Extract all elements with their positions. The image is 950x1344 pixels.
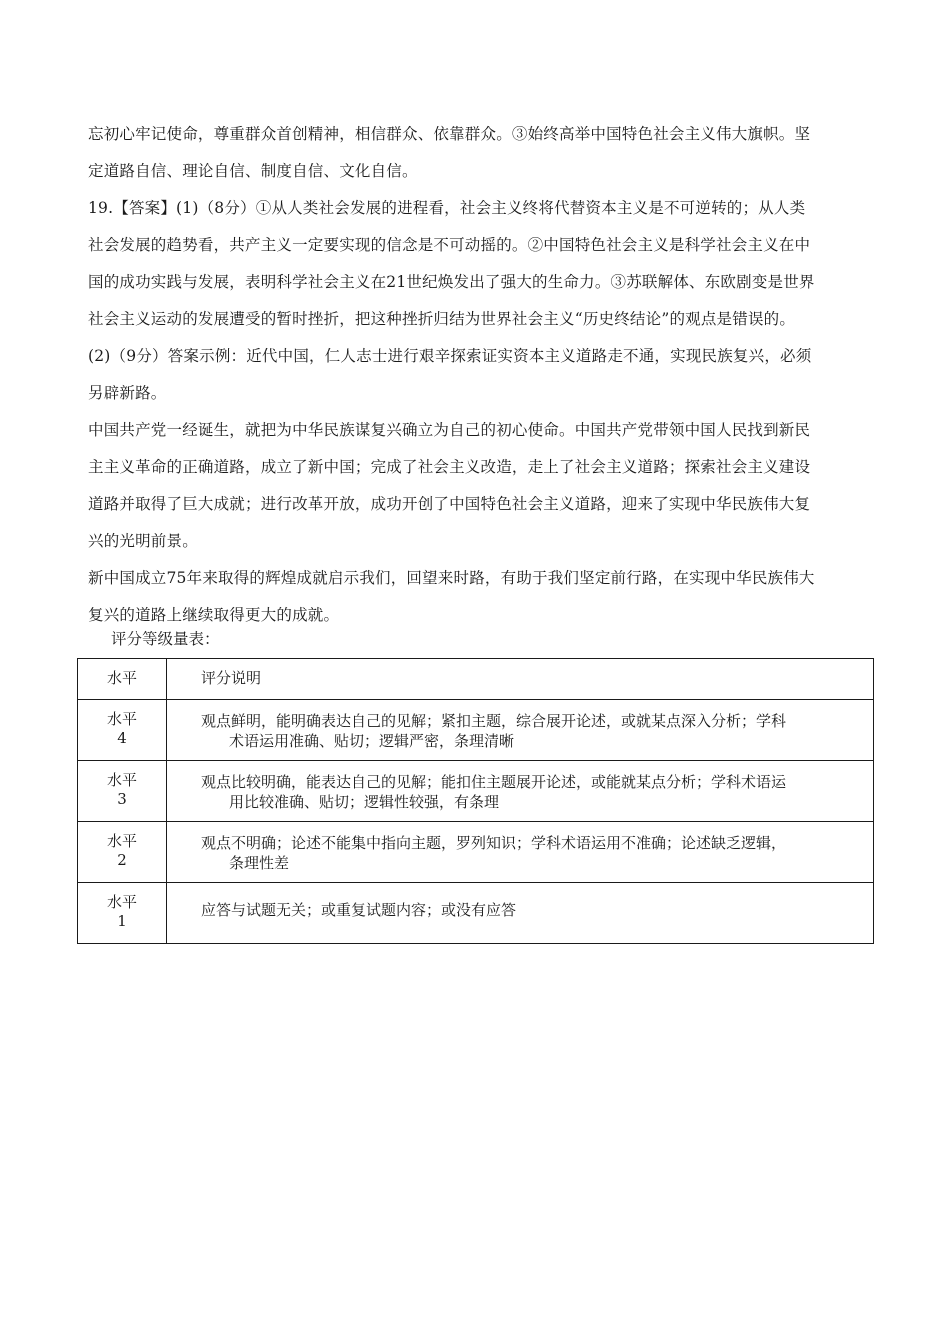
- rubric-row-level-3: [78, 761, 874, 822]
- rubric-level-cell: [78, 761, 167, 822]
- rubric-level-cell: [78, 822, 167, 883]
- paragraph-answer-19-part2-conclusion: [88, 560, 864, 634]
- rubric-level-cell: [78, 700, 167, 761]
- text-line: 复兴的道路上继续取得更大的成就。: [88, 606, 340, 624]
- rubric-row-level-2: [78, 822, 874, 883]
- rubric-header-level-label: 水平: [106, 669, 137, 687]
- text-line: 定道路自信、理论自信、制度自信、文化自信。: [88, 162, 418, 180]
- rubric-description-cell: [167, 883, 874, 944]
- rubric-description: [201, 822, 859, 873]
- paragraph-answer-19-part2-intro: [88, 338, 864, 412]
- rubric-description-cell: [167, 700, 874, 761]
- text-line: 兴的光明前景。: [88, 532, 198, 550]
- rubric-row-level-1: [78, 883, 874, 944]
- rubric-description: 应答与试题无关；或重复试题内容；或没有应答: [201, 901, 517, 919]
- text-line: 新中国成立75年来取得的辉煌成就启示我们，回望来时路，有助于我们坚定前行路，在实现中华民族伟大: [88, 569, 815, 587]
- text-line: 忘初心牢记使命，尊重群众首创精神，相信群众、依靠群众。③始终高举中国特色社会主义伟大旗帜。坚: [88, 125, 811, 143]
- rubric-description-line: 术语运用准确、贴切；逻辑严密，条理清晰: [229, 732, 515, 750]
- text-line: (2)（9分）答案示例：近代中国，仁人志士进行艰辛探索证实资本主义道路走不通，实现民族复兴，必须: [88, 347, 812, 365]
- rubric-description-line: 观点不明确；论述不能集中指向主题，罗列知识；学科术语运用不准确；论述缺乏逻辑，: [201, 834, 787, 852]
- paragraph-answer-19-part2-body: [88, 412, 864, 560]
- rubric-description-cell: [167, 761, 874, 822]
- rubric-header-description: [167, 659, 874, 700]
- paragraph-continuation: [88, 116, 864, 190]
- rubric-description-line: 观点鲜明，能明确表达自己的见解；紧扣主题，综合展开论述，或就某点深入分析；学科: [201, 712, 787, 730]
- rubric-level-number: 2: [117, 851, 127, 869]
- rubric-level-label: 水平: [106, 832, 137, 850]
- text-line: 社会发展的趋势看，共产主义一定要实现的信念是不可动摇的。②中国特色社会主义是科学社会主义在中: [88, 236, 811, 254]
- text-line: 主主义革命的正确道路，成立了新中国；完成了社会主义改造，走上了社会主义道路；探索社会主义建设: [88, 458, 811, 476]
- rubric-level-label: 水平: [106, 710, 137, 728]
- rubric-header-level: [78, 659, 167, 700]
- rubric-header-description-label: 评分说明: [201, 669, 262, 687]
- rubric-level-number: 1: [117, 912, 127, 930]
- text-line: 中国共产党一经诞生，就把为中华民族谋复兴确立为自己的初心使命。中国共产党带领中国人民找到新民: [88, 421, 811, 439]
- text-line: 19.【答案】(1)（8分）①从人类社会发展的进程看，社会主义终将代替资本主义是不可逆转的；从人类: [88, 199, 806, 217]
- rubric-description: [201, 700, 859, 751]
- rubric-table: [77, 658, 874, 944]
- text-line: 道路并取得了巨大成就；进行改革开放，成功开创了中国特色社会主义道路，迎来了实现中华民族伟大复: [88, 495, 811, 513]
- rubric-description-line: 用比较准确、贴切；逻辑性较强，有条理: [229, 793, 500, 811]
- paragraph-answer-19-part1: [88, 190, 864, 338]
- rubric-description: [201, 761, 859, 812]
- rubric-level-number: 3: [117, 790, 127, 808]
- rubric-header-row: [78, 659, 874, 700]
- answer-text-block: [88, 116, 864, 634]
- rubric-title: 评分等级量表：: [111, 630, 220, 648]
- rubric-description-cell: [167, 822, 874, 883]
- rubric-level-number: 4: [117, 729, 127, 747]
- rubric-description-line: 条理性差: [229, 854, 290, 872]
- rubric-row-level-4: [78, 700, 874, 761]
- text-line: 另辟新路。: [88, 384, 167, 402]
- text-line: 社会主义运动的发展遭受的暂时挫折，把这种挫折归结为世界社会主义“历史终结论”的观点是错误的。: [88, 310, 796, 328]
- rubric-description-line: 观点比较明确，能表达自己的见解；能扣住主题展开论述，或能就某点分析；学科术语运: [201, 773, 787, 791]
- rubric-level-label: 水平: [106, 771, 137, 789]
- rubric-level-cell: [78, 883, 167, 944]
- rubric-level-label: 水平: [106, 893, 137, 911]
- text-line: 国的成功实践与发展，表明科学社会主义在21世纪焕发出了强大的生命力。③苏联解体、东欧剧变是世界: [88, 273, 815, 291]
